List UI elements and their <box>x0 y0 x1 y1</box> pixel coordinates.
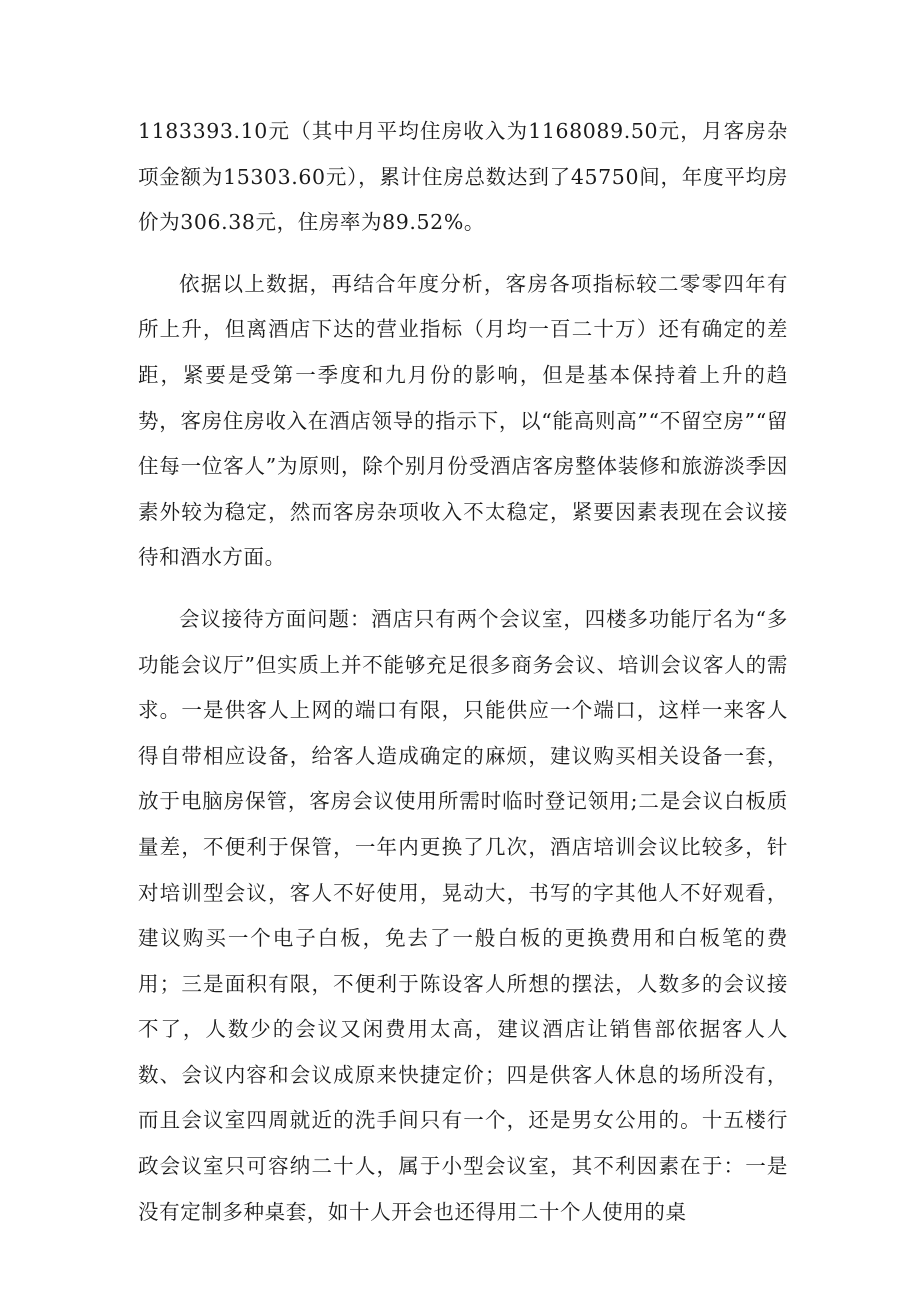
document-body <box>138 109 788 1235</box>
paragraph-revenue-summary: 1183393.10元（其中月平均住房收入为1168089.50元，月客房杂项金额为15303.60元），累计住房总数达到了45750间，年度平均房价为306.38元，住房率为89.52%。 <box>138 119 788 235</box>
paragraph-annual-analysis: 依据以上数据，再结合年度分析，客房各项指标较二零零四年有所上升，但离酒店下达的营业指标（月均一百二十万）还有确定的差距，紧要是受第一季度和九月份的影响，但是基本保持着上升的趋势，客房住房收入在酒店领导的指示下，以“能高则高”“不留空房”“留住每一位客人”为原则，除个别月份受酒店客房整体装修和旅游淡季因素外较为稳定，然而客房杂项收入不太稳定，紧要因素表现在会议接待和酒水方面。 <box>138 271 788 570</box>
paragraph-meeting-issues: 会议接待方面问题：酒店只有两个会议室，四楼多功能厅名为“多功能会议厅”但实质上并不能够充足很多商务会议、培训会议客人的需求。一是供客人上网的端口有限，只能供应一个端口，这样一来客人得自带相应设备，给客人造成确定的麻烦，建议购买相关设备一套，放于电脑房保管，客房会议使用所需时临时登记领用;二是会议白板质量差，不便利于保管，一年内更换了几次，酒店培训会议比较多，针对培训型会议，客人不好使用，晃动大，书写的字其他人不好观看，建议购买一个电子白板，免去了一般白板的更换费用和白板笔的费用；三是面积有限，不便利于陈设客人所想的摆法，人数多的会议接不了，人数少的会议又闲费用太高，建议酒店让销售部依据客人人数、会议内容和会议成原来快捷定价；四是供客人休息的场所没有，而且会议室四周就近的洗手间只有一个，还是男女公用的。十五楼行政会议室只可容纳二十人，属于小型会议室，其不利因素在于：一是没有定制多种桌套，如十人开会也还得用二十个人使用的桌 <box>138 606 788 1224</box>
